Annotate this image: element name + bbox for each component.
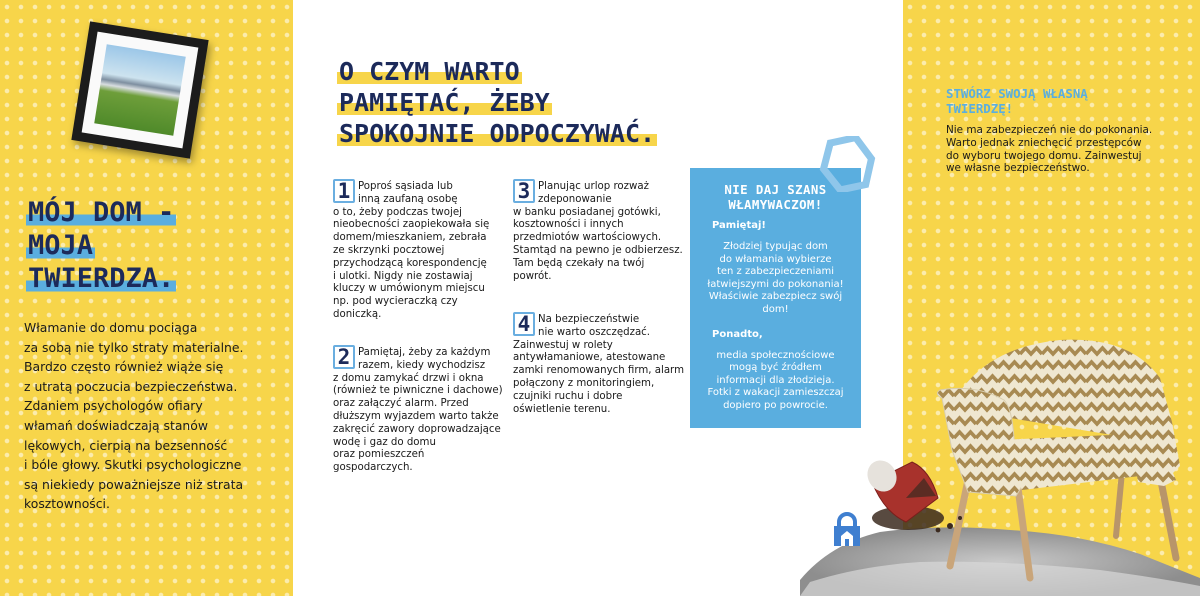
- tips-label-moreover: Ponadto,: [712, 328, 763, 340]
- left-title-line: MÓJ DOM -: [28, 197, 175, 228]
- text-line: Bardzo często również wiąże się: [24, 359, 224, 375]
- text-line: kosztowności i innych: [513, 219, 624, 231]
- text-line: do włamania wybierze: [719, 253, 832, 265]
- text-line: Właściwie zabezpiecz swój: [708, 291, 843, 303]
- text-line: oraz załączyć alarm. Przed: [333, 398, 469, 410]
- step-2: [333, 347, 511, 475]
- text-line: w banku posiadanej gotówki,: [513, 206, 661, 218]
- right-body-text: [946, 124, 1161, 175]
- text-line: ze skrzynki pocztowej: [333, 244, 445, 256]
- text-line: dopiero po powrocie.: [723, 399, 828, 411]
- title-line: STWÓRZ SWOJĄ WŁASNĄ: [946, 86, 1088, 101]
- left-title-line: TWIERDZA.: [28, 263, 175, 294]
- text-line: domem/mieszkaniem, zebrała: [333, 232, 487, 244]
- text-line: przychodzącą korespondencję: [333, 257, 487, 269]
- text-line: nieobecności zaopiekowała się: [333, 219, 490, 231]
- step-number-badge: 4: [513, 312, 535, 336]
- text-line: zakręcić zawory doprowadzające: [333, 423, 501, 435]
- title-line: TWIERDZĘ!: [946, 101, 1014, 116]
- armchair-icon: [800, 330, 1200, 596]
- text-line: Włamanie do domu pociąga: [24, 320, 198, 335]
- main-title-line: PAMIĘTAĆ, ŻEBY: [339, 88, 550, 117]
- text-line: o to, żeby podczas twojej: [333, 206, 462, 218]
- text-line: wodę i gaz do domu: [333, 436, 436, 448]
- right-title: [946, 86, 1088, 116]
- text-line: Nie ma zabezpieczeń nie do pokonania.: [946, 124, 1153, 136]
- left-title-line: MOJA: [28, 230, 94, 261]
- text-line: kosztowności.: [24, 496, 110, 512]
- left-title: [26, 196, 176, 295]
- step-number-badge: 1: [333, 179, 355, 203]
- text-line: oraz pomieszczeń: [333, 449, 425, 461]
- text-line: Planując urlop rozważ: [538, 181, 649, 192]
- text-line: gospodarczych.: [333, 462, 413, 474]
- text-line: dom!: [762, 303, 789, 315]
- text-line: Fotki z wakacji zamieszczaj: [707, 387, 844, 399]
- text-line: z domu zamykać drzwi i okna: [333, 372, 484, 384]
- title-line: WŁAMYWACZOM!: [728, 197, 823, 212]
- step-number-badge: 2: [333, 345, 355, 369]
- main-title-line: O CZYM WARTO: [339, 57, 520, 86]
- text-line: zamki renomowanych firm, alarm: [513, 365, 684, 377]
- padlock-house-logo-icon: [832, 512, 862, 548]
- text-line: razem, kiedy wychodzisz: [358, 359, 486, 371]
- text-line: i ulotki. Nigdy nie zostawiaj: [333, 270, 473, 282]
- text-line: łatwiejszymi do pokonania!: [707, 278, 844, 290]
- text-line: do wyboru twojego domu. Zainwestuj: [946, 149, 1142, 162]
- step-4: [513, 314, 688, 416]
- text-line: ten z zabezpieczeniami: [716, 266, 835, 278]
- text-line: mogą być źródłem: [729, 362, 822, 374]
- hexagon-icon: [818, 136, 876, 192]
- step-1: [333, 181, 508, 322]
- text-line: lękowych, cierpią na bezsenność: [24, 437, 228, 453]
- text-line: powrót.: [513, 270, 552, 282]
- text-line: są niekiedy poważniejsze niż strata: [24, 476, 244, 492]
- text-line: nie warto oszczędzać.: [538, 326, 651, 338]
- landscape-photo: [94, 44, 186, 136]
- text-line: Tam będą czekały na twój: [513, 257, 645, 269]
- picture-frame-icon: [71, 21, 208, 158]
- text-line: czujniki ruchu i dobre: [513, 390, 623, 402]
- text-line: dłuższym wyjazdem warto także: [333, 410, 499, 422]
- main-title: [337, 56, 657, 149]
- text-line: zdeponowanie: [538, 193, 612, 205]
- text-line: Na bezpieczeństwie: [538, 314, 640, 325]
- frame-mat: [82, 32, 199, 149]
- left-body-text: [24, 318, 264, 514]
- text-line: i bóle głowy. Skutki psychologiczne: [24, 457, 242, 473]
- step-number-badge: 3: [513, 179, 535, 203]
- text-line: antywłamaniowe, atestowane: [513, 352, 666, 364]
- text-line: oświetlenie terenu.: [513, 403, 611, 415]
- text-line: Stamtąd na pewno je odbierzesz.: [513, 244, 683, 256]
- text-line: (również te piwniczne i dachowe): [333, 385, 503, 397]
- text-line: Zainwestuj w rolety: [513, 339, 613, 351]
- main-title-line: SPOKOJNIE ODPOCZYWAĆ.: [339, 119, 656, 148]
- text-line: kluczy w umówionym miejscu: [333, 283, 485, 295]
- text-line: połączony z monitoringiem,: [513, 377, 655, 389]
- tips-label-remember: Pamiętaj!: [712, 220, 766, 231]
- text-line: włamań doświadczają stanów: [24, 417, 208, 433]
- text-line: Zdaniem psychologów ofiary: [24, 398, 203, 414]
- text-line: przedmiotów wartościowych.: [513, 232, 662, 244]
- text-line: Warto jednak zniechęcić przestępców: [946, 136, 1142, 149]
- text-line: inną zaufaną osobę: [358, 193, 458, 205]
- text-line: media społecznościowe: [716, 349, 835, 361]
- text-line: informacji dla złodzieja.: [716, 374, 835, 386]
- text-line: we własne bezpieczeństwo.: [946, 162, 1090, 175]
- title-line: NIE DAJ SZANS: [724, 182, 827, 197]
- step-3: [513, 181, 688, 283]
- text-line: doniczką.: [333, 308, 382, 320]
- text-line: np. pod wycieraczką czy: [333, 296, 458, 308]
- tips-text-1: [704, 241, 847, 317]
- text-line: z utratą poczucia bezpieczeństwa.: [24, 378, 238, 394]
- text-line: Poproś sąsiada lub: [358, 181, 453, 192]
- text-line: Pamiętaj, żeby za każdym: [358, 347, 491, 358]
- text-line: za sobą nie tylko straty materialne.: [24, 339, 244, 355]
- text-line: Złodziej typując dom: [723, 241, 828, 252]
